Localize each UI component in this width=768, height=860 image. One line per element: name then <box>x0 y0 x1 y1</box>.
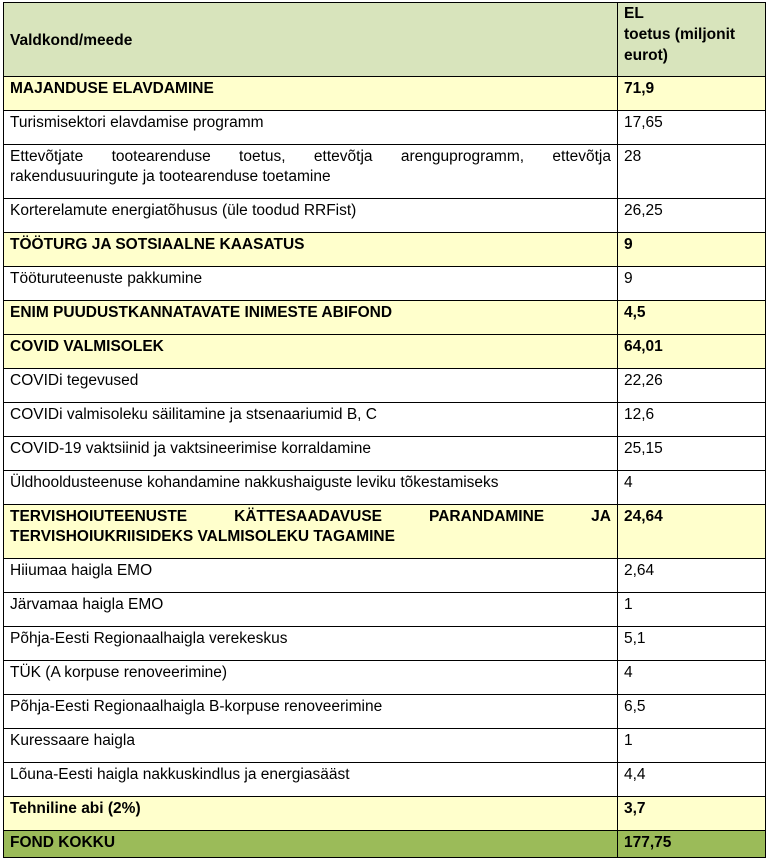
row-name: Järvamaa haigla EMO <box>4 593 618 627</box>
row-value: 25,15 <box>618 437 766 471</box>
row-value: 64,01 <box>618 335 766 369</box>
row-name: COVIDi valmisoleku säilitamine ja stsenaariumid B, C <box>4 403 618 437</box>
row-value: 17,65 <box>618 111 766 145</box>
table-row <box>4 661 766 695</box>
table-row <box>4 111 766 145</box>
table-row <box>4 301 766 335</box>
row-name: COVID-19 vaktsiinid ja vaktsineerimise korraldamine <box>4 437 618 471</box>
header-category: Valdkond/meede <box>4 3 618 77</box>
table-row <box>4 335 766 369</box>
row-value: 22,26 <box>618 369 766 403</box>
row-value: 24,64 <box>618 505 766 559</box>
table-row <box>4 471 766 505</box>
row-value: 4,5 <box>618 301 766 335</box>
row-name: TÜK (A korpuse renoveerimine) <box>4 661 618 695</box>
table-row <box>4 627 766 661</box>
table-row <box>4 797 766 831</box>
row-name: TERVISHOIUTEENUSTE KÄTTESAADAVUSE PARANDAMINE JA TERVISHOIUKRIISIDEKS VALMISOLEKU TAGAMINE <box>4 505 618 559</box>
row-name: Korterelamute energiatõhusus (üle toodud RRFist) <box>4 199 618 233</box>
row-name: Põhja-Eesti Regionaalhaigla verekeskus <box>4 627 618 661</box>
table-row <box>4 145 766 199</box>
row-value: 4 <box>618 471 766 505</box>
total-value: 177,75 <box>618 831 766 858</box>
row-value: 28 <box>618 145 766 199</box>
table-row <box>4 505 766 559</box>
row-value: 1 <box>618 593 766 627</box>
table-row <box>4 695 766 729</box>
row-name: Turismisektori elavdamise programm <box>4 111 618 145</box>
row-name: Kuressaare haigla <box>4 729 618 763</box>
row-value: 12,6 <box>618 403 766 437</box>
table-row <box>4 593 766 627</box>
row-value: 2,64 <box>618 559 766 593</box>
row-value: 9 <box>618 267 766 301</box>
row-value: 6,5 <box>618 695 766 729</box>
row-name: Lõuna-Eesti haigla nakkuskindlus ja energiasääst <box>4 763 618 797</box>
row-value: 1 <box>618 729 766 763</box>
table-row <box>4 369 766 403</box>
total-row <box>4 831 766 858</box>
row-name: COVIDi tegevused <box>4 369 618 403</box>
table-row <box>4 729 766 763</box>
row-name: Põhja-Eesti Regionaalhaigla B-korpuse renoveerimine <box>4 695 618 729</box>
table-row <box>4 437 766 471</box>
row-name: Ettevõtjate tootearenduse toetus, ettevõtja arenguprogramm, ettevõtja rakendusuuringute ja tootearenduse toetamine <box>4 145 618 199</box>
table-row <box>4 559 766 593</box>
table-row <box>4 77 766 111</box>
row-value: 3,7 <box>618 797 766 831</box>
row-name: TÖÖTURG JA SOTSIAALNE KAASATUS <box>4 233 618 267</box>
row-name: COVID VALMISOLEK <box>4 335 618 369</box>
row-value: 4 <box>618 661 766 695</box>
row-name: Üldhooldusteenuse kohandamine nakkushaiguste leviku tõkestamiseks <box>4 471 618 505</box>
row-name: MAJANDUSE ELAVDAMINE <box>4 77 618 111</box>
header-eu-support: EL toetus (miljonit eurot) <box>618 3 766 77</box>
table-row <box>4 199 766 233</box>
row-name: ENIM PUUDUSTKANNATAVATE INIMESTE ABIFOND <box>4 301 618 335</box>
row-value: 9 <box>618 233 766 267</box>
row-value: 5,1 <box>618 627 766 661</box>
table-row <box>4 403 766 437</box>
table-row <box>4 233 766 267</box>
total-label: FOND KOKKU <box>4 831 618 858</box>
row-value: 26,25 <box>618 199 766 233</box>
row-value: 4,4 <box>618 763 766 797</box>
row-name: Hiiumaa haigla EMO <box>4 559 618 593</box>
row-name: Tehniline abi (2%) <box>4 797 618 831</box>
budget-table <box>3 2 766 858</box>
row-value: 71,9 <box>618 77 766 111</box>
table-row <box>4 763 766 797</box>
table-header-row <box>4 3 766 77</box>
table-row <box>4 267 766 301</box>
row-name: Tööturuteenuste pakkumine <box>4 267 618 301</box>
